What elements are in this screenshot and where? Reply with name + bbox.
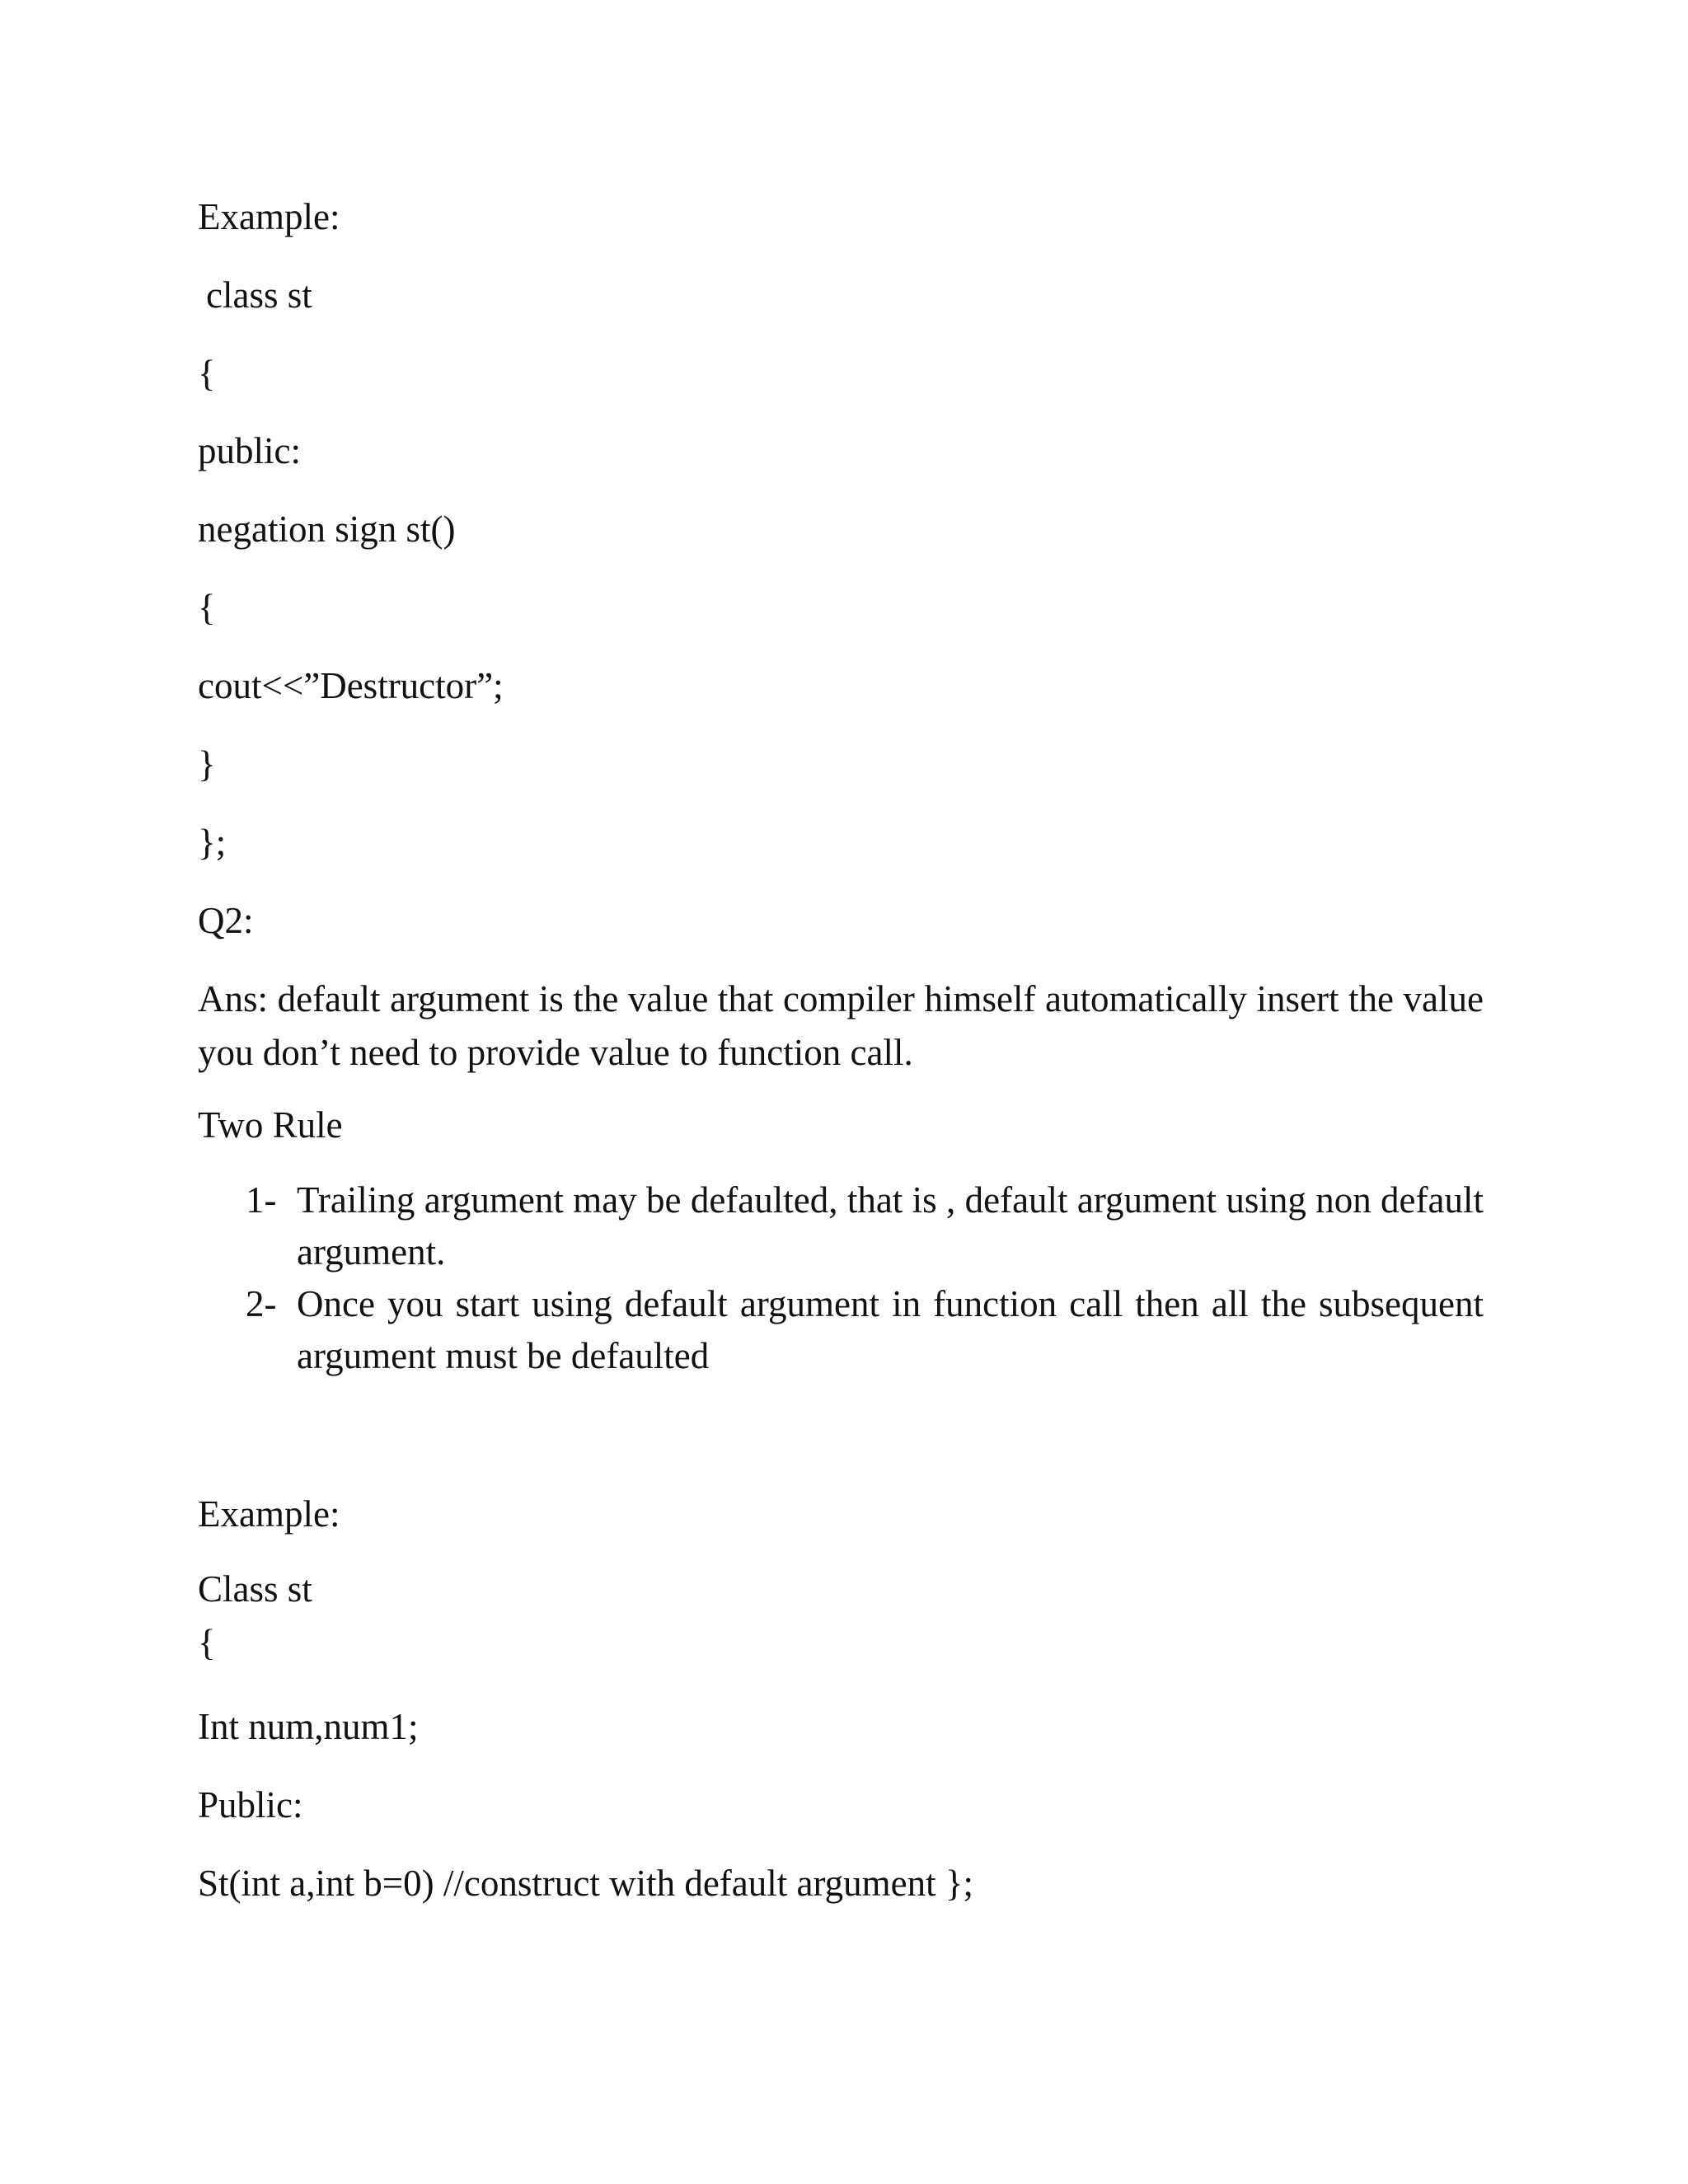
code-line: Class st	[198, 1568, 312, 1610]
question-label: Q2:	[198, 900, 254, 941]
list-item	[198, 1278, 1484, 1382]
code-line: {	[198, 1622, 216, 1663]
list-item-number: 2-	[246, 1283, 277, 1324]
example-heading-1: Example:	[198, 196, 340, 237]
example-heading-2: Example:	[198, 1493, 340, 1535]
code-line: {	[198, 587, 216, 628]
list-item	[198, 1174, 1484, 1278]
code-line: St(int a,int b=0) //construct with default argument };	[198, 1863, 973, 1904]
rules-heading: Two Rule	[198, 1104, 343, 1146]
code-line: {	[198, 353, 216, 394]
code-line: public:	[198, 430, 301, 471]
list-item-text: Once you start using default argument in function call then all the subsequent argument must be defaulted	[297, 1283, 1484, 1376]
list-item-number: 1-	[246, 1179, 277, 1221]
code-line: };	[198, 822, 227, 863]
code-line: Public:	[198, 1784, 303, 1825]
code-line: class st	[206, 274, 312, 316]
rules-list	[198, 1174, 1484, 1382]
code-line: negation sign st()	[198, 509, 456, 550]
code-line: }	[198, 743, 216, 785]
answer-paragraph: Ans: default argument is the value that compiler himself automatically insert the value you don’t need to provide value to function call.	[198, 978, 1484, 1073]
list-item-text: Trailing argument may be defaulted, that is , default argument using non default argument.	[297, 1179, 1484, 1272]
code-line: cout<<”Destructor”;	[198, 665, 504, 706]
code-line: Int num,num1;	[198, 1706, 419, 1747]
